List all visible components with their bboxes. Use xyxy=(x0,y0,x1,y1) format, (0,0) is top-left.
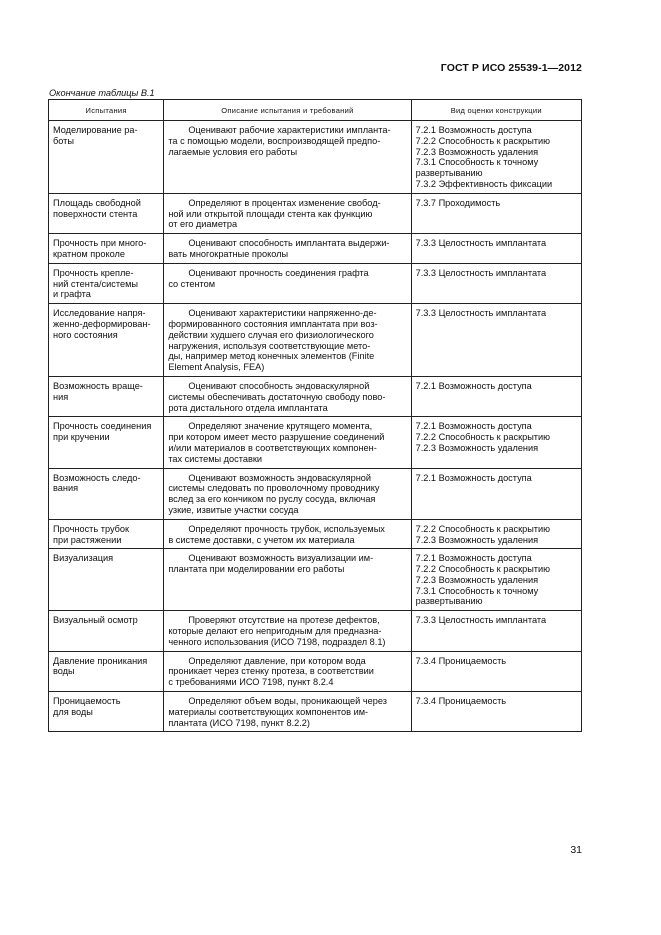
description-cell-line: вслед за его кончиком по руслу сосуда, включая xyxy=(168,494,376,505)
table-row xyxy=(49,468,582,519)
test-cell xyxy=(49,468,164,519)
test-cell xyxy=(49,376,164,416)
table-row xyxy=(49,651,582,691)
test-cell-line: ний стента/системы xyxy=(53,278,138,289)
test-cell-line: Моделирование ра- xyxy=(53,125,138,135)
description-cell xyxy=(164,611,411,651)
description-cell-line: от его диаметра xyxy=(168,219,238,230)
evaluation-cell-line: 7.2.2 Способность к раскрытию xyxy=(415,523,551,534)
description-cell-line: Определяют объем воды, проникающей через xyxy=(188,696,387,707)
test-cell-line: Проницаемость xyxy=(53,696,121,707)
column-header-description: Описание испытания и требований xyxy=(164,100,411,121)
test-cell xyxy=(49,611,164,651)
description-cell xyxy=(164,121,411,194)
description-cell xyxy=(164,651,411,691)
evaluation-cell-line: 7.3.1 Способность к точному xyxy=(415,585,539,596)
test-cell-line: поверхности стента xyxy=(53,208,138,219)
evaluation-cell xyxy=(411,304,581,377)
table-row xyxy=(49,121,582,194)
test-cell-line: Площадь свободной xyxy=(53,197,141,208)
description-cell-line: лагаемые условия его работы xyxy=(168,146,298,157)
test-cell-line: ния xyxy=(53,391,69,402)
evaluation-cell-line: 7.2.2 Способность к раскрытию xyxy=(415,135,551,146)
table-row xyxy=(49,193,582,233)
test-cell-line: женно-деформирован- xyxy=(53,318,151,329)
test-cell-line: Прочность соединения xyxy=(53,421,152,432)
test-cell-line: для воды xyxy=(53,706,93,717)
description-cell-line: системы обеспечивать достаточную свободу пово- xyxy=(168,391,386,402)
evaluation-cell-line: 7.2.3 Возможность удаления xyxy=(415,442,539,453)
table-caption: Окончание таблицы В.1 xyxy=(49,88,155,98)
test-cell-line: Прочность при много- xyxy=(53,238,147,249)
table-row xyxy=(49,549,582,611)
description-cell-line: с требованиями ИСО 7198, пункт 8.2.4 xyxy=(168,677,334,688)
evaluation-cell xyxy=(411,651,581,691)
test-cell xyxy=(49,519,164,549)
evaluation-cell-line: 7.2.1 Возможность доступа xyxy=(415,125,532,135)
description-cell-line: рота дистального отдела имплантата xyxy=(168,402,328,413)
description-cell xyxy=(164,193,411,233)
description-cell-line: плантата при моделировании его работы xyxy=(168,564,345,575)
test-cell-line: Исследование напря- xyxy=(53,308,146,319)
description-cell-line: Оценивают рабочие характеристики импланта- xyxy=(188,125,391,135)
description-cell xyxy=(164,376,411,416)
description-cell-line: тах системы доставки xyxy=(168,453,262,464)
table-row xyxy=(49,304,582,377)
description-cell-line: системы следовать по проволочному проводнику xyxy=(168,483,380,494)
description-cell-line: Оценивают возможность эндоваскулярной xyxy=(188,472,372,483)
test-cell xyxy=(49,651,164,691)
column-header-tests: Испытания xyxy=(49,100,164,121)
description-cell-line: плантата (ИСО 7198, пункт 8.2.2) xyxy=(168,717,310,728)
test-cell-line: кратном проколе xyxy=(53,248,125,259)
table-body xyxy=(49,121,582,732)
description-cell-line: проникает через стенку протеза, в соответствии xyxy=(168,666,374,677)
description-cell-line: Определяют давление, при котором вода xyxy=(188,655,366,666)
evaluation-cell xyxy=(411,468,581,519)
evaluation-cell-line: 7.3.2 Эффективность фиксации xyxy=(415,178,553,189)
test-cell-line: Прочность крепле- xyxy=(53,267,134,278)
description-cell xyxy=(164,549,411,611)
evaluation-cell xyxy=(411,692,581,732)
description-cell xyxy=(164,468,411,519)
document-header: ГОСТ Р ИСО 25539-1—2012 xyxy=(440,62,582,74)
evaluation-cell-line: развертыванию xyxy=(415,596,483,607)
table-header-row xyxy=(49,100,582,121)
test-cell xyxy=(49,692,164,732)
requirements-table xyxy=(48,99,582,732)
description-cell-line: Element Analysis, FEA) xyxy=(168,362,265,373)
evaluation-cell-line: 7.3.1 Способность к точному xyxy=(415,157,539,168)
description-cell xyxy=(164,519,411,549)
test-cell-line: Давление проникания xyxy=(53,655,148,666)
description-cell-line: нагружения, используя соответствующие мето- xyxy=(168,340,371,351)
evaluation-cell-line: 7.2.3 Возможность удаления xyxy=(415,146,539,157)
description-cell-line: при котором имеет место разрушение соединений xyxy=(168,432,385,443)
test-cell xyxy=(49,234,164,264)
column-header-evaluation: Вид оценки конструкции xyxy=(411,100,581,121)
evaluation-cell-line: развертыванию xyxy=(415,168,483,179)
test-cell-line: при растяжении xyxy=(53,534,122,545)
evaluation-cell xyxy=(411,611,581,651)
evaluation-cell-line: 7.3.4 Проницаемость xyxy=(415,655,507,666)
evaluation-cell-line: 7.3.3 Целостность имплантата xyxy=(415,308,547,319)
evaluation-cell-line: 7.2.1 Возможность доступа xyxy=(415,472,532,483)
description-cell-line: Определяют в процентах изменение свобод- xyxy=(188,197,381,208)
test-cell-line: Прочность трубок xyxy=(53,523,130,534)
test-cell-line: ного состояния xyxy=(53,329,118,340)
description-cell-line: та с помощью модели, воспроизводящей предпо- xyxy=(168,135,381,146)
description-cell xyxy=(164,692,411,732)
test-cell-line: Возможность следо- xyxy=(53,472,141,483)
description-cell-line: вать многократные проколы xyxy=(168,248,289,259)
test-cell-line: вания xyxy=(53,483,79,494)
evaluation-cell-line: 7.2.3 Возможность удаления xyxy=(415,534,539,545)
description-cell xyxy=(164,263,411,303)
evaluation-cell xyxy=(411,234,581,264)
evaluation-cell-line: 7.2.3 Возможность удаления xyxy=(415,574,539,585)
description-cell xyxy=(164,304,411,377)
description-cell-line: действии худшего случая его физиологического xyxy=(168,329,374,340)
evaluation-cell-line: 7.2.1 Возможность доступа xyxy=(415,380,532,391)
description-cell-line: Оценивают способность имплантата выдержи- xyxy=(188,238,390,249)
test-cell xyxy=(49,549,164,611)
evaluation-cell-line: 7.3.7 Проходимость xyxy=(415,197,501,208)
description-cell xyxy=(164,417,411,468)
evaluation-cell-line: 7.3.3 Целостность имплантата xyxy=(415,267,547,278)
test-cell-line: Визуализация xyxy=(53,553,114,564)
evaluation-cell-line: 7.2.2 Способность к раскрытию xyxy=(415,432,551,443)
test-cell-line: боты xyxy=(53,135,74,146)
test-cell xyxy=(49,121,164,194)
description-cell-line: Оценивают характеристики напряженно-де- xyxy=(188,308,377,319)
evaluation-cell xyxy=(411,121,581,194)
table-row xyxy=(49,263,582,303)
description-cell-line: в системе доставки, с учетом их материала xyxy=(168,534,355,545)
table-row xyxy=(49,234,582,264)
evaluation-cell-line: 7.2.1 Возможность доступа xyxy=(415,421,532,432)
evaluation-cell xyxy=(411,263,581,303)
evaluation-cell xyxy=(411,417,581,468)
table-row xyxy=(49,519,582,549)
test-cell xyxy=(49,193,164,233)
table-row xyxy=(49,417,582,468)
description-cell-line: и/или материалов в соответствующих компонен- xyxy=(168,442,377,453)
evaluation-cell xyxy=(411,193,581,233)
table-row xyxy=(49,376,582,416)
evaluation-cell-line: 7.3.3 Целостность имплантата xyxy=(415,238,547,249)
description-cell-line: Оценивают прочность соединения графта xyxy=(188,267,369,278)
description-cell-line: ной или открытой площади стента как функцию xyxy=(168,208,373,219)
test-cell xyxy=(49,417,164,468)
test-cell xyxy=(49,304,164,377)
test-cell-line: Возможность враще- xyxy=(53,380,143,391)
table-row xyxy=(49,692,582,732)
description-cell-line: которые делают его непригодным для предназна- xyxy=(168,626,382,637)
evaluation-cell-line: 7.2.1 Возможность доступа xyxy=(415,553,532,564)
evaluation-cell xyxy=(411,519,581,549)
description-cell-line: со стентом xyxy=(168,278,216,289)
description-cell-line: Определяют прочность трубок, используемых xyxy=(188,523,385,534)
evaluation-cell-line: 7.3.3 Целостность имплантата xyxy=(415,615,547,626)
test-cell-line: при кручении xyxy=(53,432,110,443)
test-cell xyxy=(49,263,164,303)
test-cell-line: Визуальный осмотр xyxy=(53,615,138,626)
description-cell-line: Оценивают возможность визуализации им- xyxy=(188,553,374,564)
page-number: 31 xyxy=(570,844,582,856)
evaluation-cell xyxy=(411,549,581,611)
evaluation-cell-line: 7.2.2 Способность к раскрытию xyxy=(415,564,551,575)
evaluation-cell xyxy=(411,376,581,416)
description-cell-line: Определяют значение крутящего момента, xyxy=(188,421,373,432)
description-cell xyxy=(164,234,411,264)
test-cell-line: и графта xyxy=(53,289,91,300)
description-cell-line: Проверяют отсутствие на протезе дефектов, xyxy=(188,615,380,626)
description-cell-line: ченного использования (ИСО 7198, подраздел 8.1) xyxy=(168,636,386,647)
evaluation-cell-line: 7.3.4 Проницаемость xyxy=(415,696,507,707)
description-cell-line: Оценивают способность эндоваскулярной xyxy=(188,380,370,391)
description-cell-line: узкие, извитые участки сосуда xyxy=(168,504,299,515)
table-row xyxy=(49,611,582,651)
description-cell-line: материалы соответствующих компонентов им- xyxy=(168,706,369,717)
description-cell-line: формированного состояния имплантата при воз- xyxy=(168,318,378,329)
description-cell-line: ды, например метод конечных элементов (Finite xyxy=(168,351,375,362)
test-cell-line: воды xyxy=(53,666,75,677)
